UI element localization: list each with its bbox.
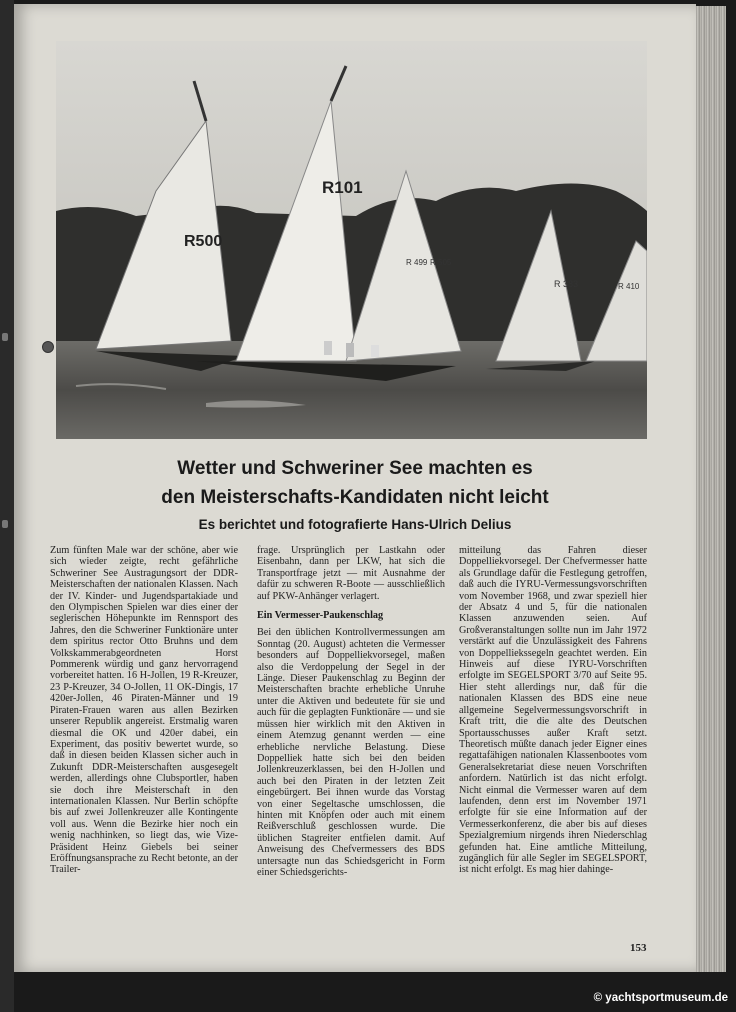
binding-mark [2,333,8,341]
paragraph: Zum fünften Male war der schöne, aber wie sich wieder zeigte, recht gefährliche Schweriner See Austragungsort der DDR-Meisterschaften der nationalen Klassen. Nach der IV. Kinder- und Jugendspartakiade und den Olympischen Spielen war dies einer der seglerischen Höhepunkte im Rennsport des Jahres, den die Schweriner Funktionäre unter dem spiritus rector Otto Bruhns und dem Volkskammerabgeordneten Horst Pommerenk würdig und ganz hervorragend vorbereitet hatten. 16 H-Jollen, 19 R-Kreuzer, 23 P-Kreuzer, 34 O-Jollen, 11 OK-Dingis, 17 420er-Jollen, 46 Piraten-Männer und 19 Piraten-Frauen waren aus allen Bezirken unserer Republik angereist. Erstmalig waren diesmal die OK und 420er dabei, ein Experiment, das positiv bewertet wurde, so daß in diesen beiden Klassen sicher auch in Zukunft DDR-Meisterschaften ausgesegelt werden, allerdings ohne Clubsportler, haben sie doch ihre Meisterschaft in den internationalen Klassen. Nur Berlin schöpfte bis auf zwei Jollenkreuzer alle Kontingente voll aus. Wenn die Bezirke hier noch ein wenig nachhinken, so liegt das, wie Vize-Präsident Heinz Giebels bei seiner Eröffnungsansprache zu Recht betonte, an der Trailer- [50,545,238,876]
text-column-1 [50,545,238,876]
sail-number: R 410 [618,282,640,291]
article-title-line2: den Meisterschafts-Kandidaten nicht leicht [161,487,549,508]
paragraph: Bei den üblichen Kontrollvermessungen am Sonntag (20. August) achteten die Vermesser besonders auf Doppelliekvorsegel, maßen also die Verdoppelung der Segel in der Länge. Dieser Paukenschlag zu Beginn der Meisterschaften brachte erhebliche Unruhe unter die Aktiven und bedeutete für sie und auch für die geplagten Funktionäre — und sie müssen hier wirklich mit den Aktiven in einem Atemzug genannt werden — eine erhebliche nervliche Belastung. Diese Doppelliek hatte sich bei den beiden Jollenkreuzerklassen, bei den H-Jollen und auch bei den Piraten in der letzten Zeit eingebürgert. Bei ihnen wurde das Vorstag von einer Segeltasche umschlossen, die hinten mit Knöpfen oder auch mit einem Reißverschluß geschlossen wurde. Die üblichen Stagreiter entfielen damit. Auf Anweisung des Chefvermessers des BDS untersagte nun das Schiedsgericht in Form einer Schiedsgerichts- [257,627,445,878]
sail-number: R 383 [554,279,579,289]
book-binding [0,0,14,1012]
sail-number: R 499 [406,258,428,267]
sailboats-photo [56,41,647,439]
sail-number: R500 [184,233,223,250]
text-column-3 [459,545,647,876]
page-number: 153 [630,942,647,954]
binding-mark [2,520,8,528]
sail-number: R101 [322,178,363,197]
byline: Es berichtet und fotografierte Hans-Ulrich Delius [198,517,512,532]
article-title-line1: Wetter und Schweriner See machten es [177,458,533,479]
page-stack-edge [696,6,726,972]
section-heading: Ein Vermesser-Paukenschlag [257,610,384,622]
paragraph: mitteilung das Fahren dieser Doppelliekvorsegel. Der Chefvermesser hatte als Grundlage dafür die Festlegung getroffen, daß auch die IYRU-Vermessungsvorschriften vom November 1968, und zwar speziell hier der Absatz 4 und 5, für die nationalen Klassen anzuwenden seien. Auf Großveranstaltungen sollte nun im Jahr 1972 verstärkt auf die Unzulässigkeit des Fahrens von Doppelliekssegeln geachtet werden. Ein Hinweis auf diese IYRU-Vorschriften erfolgte im SEGELSPORT 3/70 auf Seite 95. Hier steht allerdings nur, daß für die nationalen Klassen des BDS eine neue allgemeine Segelvermessungsvorschrift in Kraft tritt, die die alte des Deutschen Sportausschusses außer Kraft setzt. Theoretisch müßte danach jeder Eigner eines regattafähigen nationalen Klassenbootes vom Generalsekretariat diese neuen Vorschriften anfordern. Natürlich ist das nicht erfolgt. Nicht einmal die Vermesser waren auf dem laufenden, denn erst im November 1971 erfolgte für sie eine Information auf der Vermesserkonferenz, die aber bis auf dieses Spezialgremium nirgends ihren Niederschlag gefunden hat. Eine amtliche Mitteilung, zugänglich für alle Segler im SEGELSPORT, ist nicht erfolgt. Es mag hier dahinge- [459,545,647,876]
punch-hole [42,341,54,353]
watermark: © yachtsportmuseum.de [593,992,728,1004]
text-column-2 [257,545,445,878]
sail-number: R 505 [430,258,452,267]
paragraph: frage. Ursprünglich per Lastkahn oder Eisenbahn, dann per LKW, hat sich die Transportfrage jetzt — mit Ausnahme der dafür zu schweren R-Boote — ausschließlich auf PKW-Anhänger verlagert. [257,545,445,602]
